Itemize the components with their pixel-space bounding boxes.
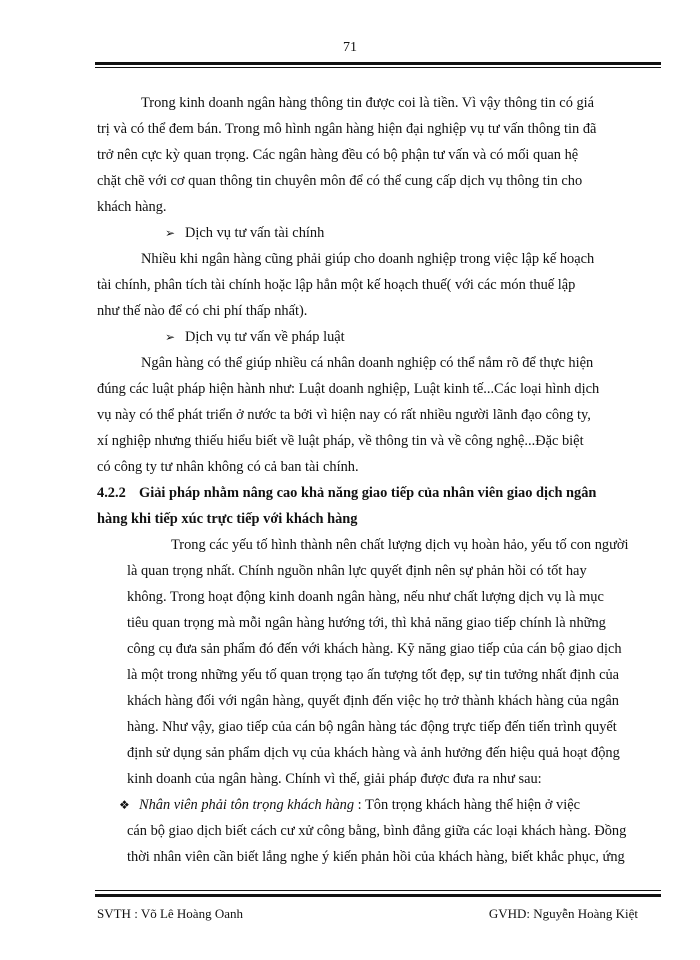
diamond-bullet-icon: ❖: [119, 798, 130, 812]
header-rule-thin: [95, 67, 661, 68]
bullet-financial-advice: ➢ Dịch vụ tư vấn tài chính: [97, 220, 633, 246]
footer-rule-thin: [95, 890, 661, 891]
footer-rule-thick: [95, 894, 661, 897]
footer-student: SVTH : Võ Lê Hoàng Oanh: [97, 906, 243, 921]
paragraph-communication: Trong các yếu tố hình thành nên chất lượng dịch vụ hoàn hảo, yếu tố con người là quan trọng nhất. Chính nguồn nhân lực quyết định nên sự phản hồi có tốt hay không. Trong hoạt động kinh doanh ngân hàng, nếu như chất lượng dịch vụ là mục tiêu quan trọng mà mỗi ngân hàng hướng tới, thì khả năng giao tiếp chính là những công cụ đưa sản phẩm đó đến với khách hàng. Kỹ năng giao tiếp của cán bộ giao dịch là một trong những yếu tố quan trọng tạo ấn tượng tốt đẹp, sự tin tưởng nhất định của khách hàng đối với ngân hàng, quyết định đến việc họ trở thành khách hàng của ngân hàng. Như vậy, giao tiếp của cán bộ ngân hàng tác động trực tiếp đến tiến trình quyết định sử dụng sản phẩm dịch vụ của khách hàng và ảnh hưởng đến hiệu quả hoạt động kinh doanh của ngân hàng. Chính vì thế, giải pháp được đưa ra như sau:: [127, 537, 629, 787]
paragraph-financial: Nhiều khi ngân hàng cũng phải giúp cho doanh nghiệp trong việc lập kế hoạch tài chính, phân tích tài chính hoặc lập hẳn một kế hoạch thuế( với các món thuế lập như thế nào để có chi phí thấp nhất).: [97, 251, 595, 319]
header-rule-thick: [95, 62, 661, 65]
arrow-bullet-icon: ➢: [165, 330, 176, 344]
paragraph-information: Trong kinh doanh ngân hàng thông tin được coi là tiền. Vì vậy thông tin có giá trị và có thể đem bán. Trong mô hình ngân hàng hiện đại nghiệp vụ tư vấn thông tin đã trở nên cực kỳ quan trọng. Các ngân hàng đều có bộ phận tư vấn và có mối quan hệ chặt chẽ với cơ quan thông tin chuyên môn để có thể cung cấp dịch vụ thông tin cho khách hàng.: [97, 95, 597, 215]
page-number: 71: [343, 40, 357, 55]
paragraph-legal: Ngân hàng có thể giúp nhiều cá nhân doanh nghiệp có thể nắm rõ để thực hiện đúng các luật pháp hiện hành như: Luật doanh nghiệp, Luật kinh tế...Các loại hình dịch vụ này có thể phát triển ở nước ta bởi vì hiện nay có rất nhiều người lãnh đạo công ty, xí nghiệp nhưng thiếu hiểu biết về luật pháp, về thông tin và về công nghệ...Đặc biệt có công ty tư nhân không có cả ban tài chính.: [97, 355, 600, 475]
footer-advisor: GVHD: Nguyễn Hoàng Kiệt: [488, 906, 638, 921]
bullet-legal-advice: ➢ Dịch vụ tư vấn về pháp luật: [97, 324, 633, 350]
section-heading: 4.2.2 Giải pháp nhằm nâng cao khả năng giao tiếp của nhân viên giao dịch ngân hàng khi tiếp xúc trực tiếp với khách hàng: [97, 485, 597, 527]
arrow-bullet-icon: ➢: [165, 226, 176, 240]
paragraph-respect-customers: ❖ Nhân viên phải tôn trọng khách hàng : Tôn trọng khách hàng thể hiện ở việc cán bộ giao dịch biết cách cư xử công bằng, bình đẳng giữa các loại khách hàng. Đồng thời nhân viên cần biết lắng nghe ý kiến phản hồi của khách hàng, biết khắc phục, ứng: [97, 792, 633, 870]
document-body: [97, 90, 633, 870]
